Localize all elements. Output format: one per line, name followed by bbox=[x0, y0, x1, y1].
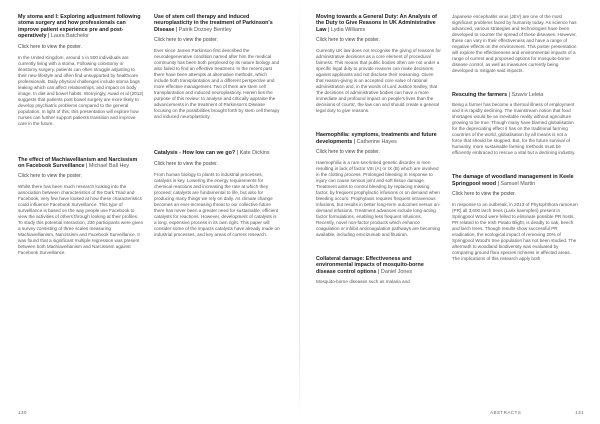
article-title: Haemophilia: symptoms, treatments and future developments | Catherine Hayes bbox=[316, 132, 437, 145]
article-author: Patrik Dozsey Bentley bbox=[178, 26, 232, 33]
page-number: 130 bbox=[18, 410, 27, 415]
article-duty-to-give-reasons bbox=[316, 14, 442, 114]
article-title: Use of stem cell therapy and induced neuroplasticity in the treatment of Parkinson's Disease | Patrik Dozsey Bentley bbox=[154, 14, 273, 33]
article-title: The effect of Machiavellianism and Narcissism on Facebook Surveillance | Michael Ball Hey bbox=[18, 156, 138, 170]
article-stoma bbox=[18, 14, 144, 127]
article-paragraph: Whilst there has been much research looking into the association between characteristics of the Dark Triad and Facebook, very few have looked at how these characteristics could influence Facebook Surveillance. This type of surveillance is based on the way people use Facebook to view the activities of others through looking at their profiles. To study this potential interaction, 230 participants were given a survey consisting of three scales measuring Machiavellianism, Narcissism and Facebook Surveillance. It was found that a significant multiple regression was present between both Machiavellianism and Narcissism against Facebook Surveillance. bbox=[18, 184, 144, 256]
view-poster-link[interactable]: Click here to view the poster. bbox=[18, 173, 82, 180]
page-number: 131 bbox=[575, 410, 584, 415]
article-author: Laura Batchelor bbox=[50, 33, 89, 40]
article-paragraph: Haemophilia is a rare sex-linked genetic disorder in men resulting in lack of factor VIII (A) or IX (B) which are involved in the clotting process. Prolonged bleeding in response to injury can cause serious joint and soft tissue damage. Treatment aims to control bleeding by replacing missing factor, by frequent prophylactic infusions or on demand when bleeding occurs. Prophylaxis requires frequent intravenous infusions, but results in better long-term outcomes versus on-demand infusions. Treatment advances include long-acting factor formulations, enabling less frequent infusions. Recently, novel non-factor products which enhance coagulation or inhibit anticoagulation pathways are becoming available, including emicizumab and fitusiran. bbox=[316, 160, 441, 238]
left-page-column-2 bbox=[154, 14, 280, 246]
article-haemophilia bbox=[316, 132, 442, 238]
article-author: Daniel Jones bbox=[380, 268, 413, 275]
article-paragraph: Being a farmer has become a thermal illness of employment and it is rapidly declining. The mainstream notion that food shortages would be an inevitable reality without agriculture growing to be true. Though many have blamed globalisation for the depreciating effect it has on the traditional farming countries of the world, globalisation by all means is not a force that should be stopped. But, for the future survival of humanity, more sustainable farming methods must be efficiently embraced to rescue a vital but a declining industry. bbox=[452, 102, 576, 156]
article-author: Szaviv Leleia bbox=[511, 92, 544, 98]
view-poster-link[interactable]: Click here to view the poster. bbox=[316, 149, 380, 156]
article-parkinsons bbox=[154, 14, 280, 120]
article-paragraph: Japanese encephalitis virus (JEV) are one of the most significant problems faced by humanity today. As science has advanced, various strategies and technologies have been developed to counter the spread of these diseases. However, these can vary in their effectiveness and have a range of negative effects on the environment. This poster presentation will explore the effectiveness and environmental impacts of a range of current and proposed options for mosquito-borne disease control, as well as measures currently being developed to mitigate said impacts. bbox=[452, 14, 577, 73]
article-title: My stoma and I: Exploring adjustment following stoma surgery and how professionals can improve patient experience pre and post-operatively | Laura Batchelor bbox=[18, 14, 141, 40]
article-paragraph: From human biology to plants to industrial processes, catalysis is key. Lowering the energy requirements for chemical reactions and increasing the rate at which they proceed; catalysts are fundamental to life, but also for producing many things we rely on daily. As climate change becomes an ever-increasing threat to our collective future there has never been a greater need for sustainable, efficient catalysts for reactions. However, development of catalysts is a long, expensive process in its own right. This paper will consider some of the impacts catalysts have already made on industrial processes, and key areas of current research. bbox=[154, 171, 280, 237]
article-woodland bbox=[452, 174, 578, 262]
article-title: Catalysis - How low can we go? | Kate Dickins bbox=[154, 150, 270, 157]
article-paragraph: Ever since James Parkinson first described the neurodegenerative condition named after him the medical community has been both perplexed by its nature biology and also failed to find an effective treatment. In the recent past there have been attempts at alternative methods, which include both transplantation and a different perspective and more effective management. Two of them are stem cell transplantation and induced neuroplasticity. Herein lies the purpose of this review: to analyse and critically appraise the advancements in the treatment of Parkinson's Disease focusing on the possibilities brought forth by stem cell therapy and induced neuroplasticity. bbox=[154, 48, 280, 120]
article-title: Rescuing the farmers | Szaviv Leleia bbox=[452, 92, 544, 98]
right-page-column-1 bbox=[316, 14, 442, 293]
article-paragraph: In response to an outbreak, in 2013 of Phytophthora ramorum (PR) all 3,600 larch trees (Larix kaempferi) present in Springpool Wood were felled to eliminate possible PR hosts. PR related to the Irish Potato Blight, is deadly to oak, beech and larch trees. Though results show successful PR eradication, the ecological impact of removing 20% of Springpool Wood's tree population has not been studied. The aftermath to woodland biodiversity was evaluated by comparing ground flora species richness in affected areas. The implications of this research apply both bbox=[452, 202, 578, 262]
running-head: ABSTRACTS bbox=[490, 410, 522, 415]
article-author: Catherine Hayes bbox=[356, 138, 397, 145]
left-page-column-1 bbox=[18, 14, 144, 264]
right-page-column-2 bbox=[452, 14, 578, 270]
view-poster-link[interactable]: Click here to view the poster. bbox=[18, 43, 82, 50]
article-facebook bbox=[18, 157, 144, 257]
article-paragraph: Mosquito-borne diseases such as malaria and bbox=[316, 279, 410, 285]
article-author: Samuel Martin bbox=[500, 180, 536, 187]
article-title: Moving towards a General Duty: An Analysis of the Duty to Give Reasons in UK Administrative Law | Lydia Williams bbox=[316, 14, 437, 33]
view-poster-link[interactable]: Click here to view the poster. bbox=[154, 37, 218, 44]
view-poster-link[interactable]: Click here to view the poster. bbox=[452, 191, 516, 198]
article-mosquito-continued bbox=[452, 14, 578, 74]
article-farmers bbox=[452, 92, 578, 156]
article-author: Lydia Williams bbox=[330, 26, 366, 33]
article-paragraph: Currently UK law does not recognise the giving of reasons for administrative decisions as a core element of procedural fairness. This means that public bodies often are not under a specific legal duty to provide reasons can make decisions against applicants and not disclose their reasoning. Given that reason-giving is an accepted core value of rational administration and, in the words of Lord Justice Sedley, that 'the decisions of administrative bodies can have a more immediate and profound impact on people's lives than the decisions of courts', the law can and should create a general legal duty to give reasons. bbox=[316, 48, 441, 114]
article-title: The damage of woodland management in Keele Springpool wood | Samuel Martin bbox=[452, 174, 574, 187]
article-catalysis bbox=[154, 150, 280, 237]
view-poster-link[interactable]: Click here to view the poster. bbox=[154, 160, 218, 167]
article-mosquito bbox=[316, 256, 442, 285]
article-title: Collateral damage: Effectiveness and environmental impacts of mosquito-borne disease control options | Daniel Jones bbox=[316, 256, 424, 275]
article-author: Michael Ball Hey bbox=[88, 163, 130, 170]
article-paragraph: In the United Kingdom, around 1 in 500 individuals are currently living with a stoma. Following colostomy or ileostomy surgery, patients can often struggle adjusting to their new lifestyle and often find unsupported by healthcare professionals. Daily physical challenges include stoma bags leaking which can affect relationships, and impact on body image. In diet and bowel habits. Worryingly, Awad et al (2012) suggests that patients post bowel surgery are more likely to develop psychiatric problems compared to the general population. In light of this, this presentation will explore how nurses can further support patients transition and improve care in the future. bbox=[18, 54, 144, 126]
view-poster-link[interactable]: Click here to view the poster. bbox=[316, 37, 380, 44]
right-page bbox=[300, 0, 600, 424]
article-author: Kate Dickins bbox=[239, 150, 270, 157]
